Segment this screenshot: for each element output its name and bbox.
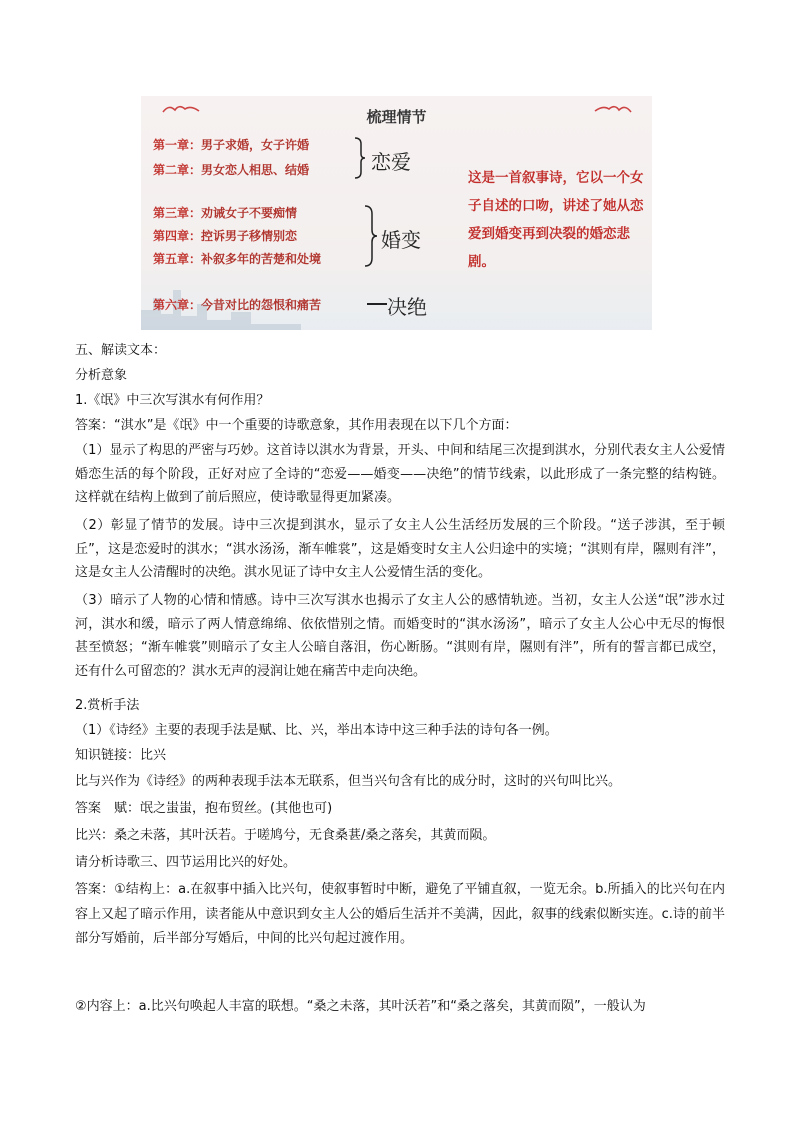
chapter-3: 第三章：劝诫女子不要痴情 [153, 206, 298, 220]
knowledge-link: 知识链接：比兴 [75, 748, 167, 763]
bixing-example: 比兴：桑之未落，其叶沃若。于嗟鸠兮，无食桑葚/桑之落矣，其黄而陨。 [75, 828, 496, 843]
brace-icon [353, 136, 367, 180]
answer-1-point-2: （2）彰显了情节的发展。诗中三次提到淇水，显示了女主人公生活经历发展的三个阶段。“送子涉淇，至于顿丘”，这是恋爱时的淇水；“淇水汤汤，渐车帷裳”，这是婚变时女主人公归途中的实境；“淇则有岸，隰则有泮”，这是女主人公清醒时的决绝。淇水见证了诗中女主人公爱情生活的变化。 [75, 518, 725, 580]
answer-2: 答案 赋：氓之蚩蚩，抱布贸丝。(其他也可) [75, 801, 333, 816]
answer-1-intro: 答案：“淇水”是《氓》中一个重要的诗歌意象，其作用表现在以下几个方面： [75, 418, 518, 433]
brace-icon [363, 204, 379, 268]
section-heading: 五、解读文本： [75, 343, 167, 358]
analysis-question: 请分析诗歌三、四节运用比兴的好处。 [75, 855, 297, 870]
question-2: 2.赏析手法 [75, 698, 140, 713]
answer-structure: 答案：①结构上：a.在叙事中插入比兴句，使叙事暂时中断，避免了平铺直叙，一览无余。b.所插入的比兴句在内容上又起了暗示作用，读者能从中意识到女主人公的婚后生活并不美满，因此，叙事的线索似断实连。c.诗的前半部分写婚前，后半部分写婚后，中间的比兴句起过渡作用。 [75, 882, 725, 946]
question-2-1: （1）《诗经》主要的表现手法是赋、比、兴，举出本诗中这三种手法的诗句各一例。 [75, 723, 558, 738]
plot-summary-slide [141, 96, 652, 330]
knowledge-link-body: 比与兴作为《诗经》的两种表现手法本无联系，但当兴句含有比的成分时，这时的兴句叫比兴。 [75, 774, 622, 789]
chapter-2: 第二章：男女恋人相思、结婚 [153, 163, 310, 177]
group-breakup: 决绝 [387, 295, 427, 319]
answer-content: ②内容上：a.比兴句唤起人丰富的联想。“桑之未落，其叶沃若”和“桑之落矣，其黄而陨”，一般认为 [75, 999, 646, 1014]
question-1: 1.《氓》中三次写淇水有何作用？ [75, 393, 270, 408]
chapter-1: 第一章：男子求婚，女子许婚 [153, 138, 310, 152]
chapter-4: 第四章：控诉男子移情别恋 [153, 229, 298, 243]
group-romance: 恋爱 [371, 150, 411, 174]
topic-heading: 分析意象 [75, 368, 128, 383]
slide-summary: 这是一首叙事诗，它以一个女子自述的口吻，讲述了她从恋爱到婚变再到决裂的婚恋悲剧。 [468, 170, 644, 270]
answer-1-point-1: （1）显示了构思的严密与巧妙。这首诗以淇水为背景，开头、中间和结尾三次提到淇水，分别代表女主人公爱情婚恋生活的每个阶段，正好对应了全诗的“恋爱——婚变——决绝”的情节线索，以此形成了一条完整的结构链。这样就在结构上做到了前后照应，使诗歌显得更加紧凑。 [75, 443, 725, 505]
group-marriage-change: 婚变 [381, 228, 421, 252]
connector-line [367, 303, 387, 305]
answer-1-point-3: （3）暗示了人物的心情和情感。诗中三次写淇水也揭示了女主人公的感情轨迹。当初，女主人公送“氓”涉水过河，淇水和缓，暗示了两人情意绵绵、依依惜别之情。而婚变时的“淇水汤汤”，暗示了女主人公心中无尽的悔恨甚至愤怒；“渐车帷裳”则暗示了女主人公暗自落泪，伤心断肠。“淇则有岸，隰则有泮”，所有的誓言都已成空，还有什么可留恋的？淇水无声的浸润让她在痛苦中走向决绝。 [75, 593, 725, 679]
chapter-5: 第五章：补叙多年的苦楚和处境 [153, 252, 322, 266]
slide-title: 梳理情节 [366, 108, 427, 126]
chapter-6: 第六章：今昔对比的怨恨和痛苦 [153, 298, 322, 312]
